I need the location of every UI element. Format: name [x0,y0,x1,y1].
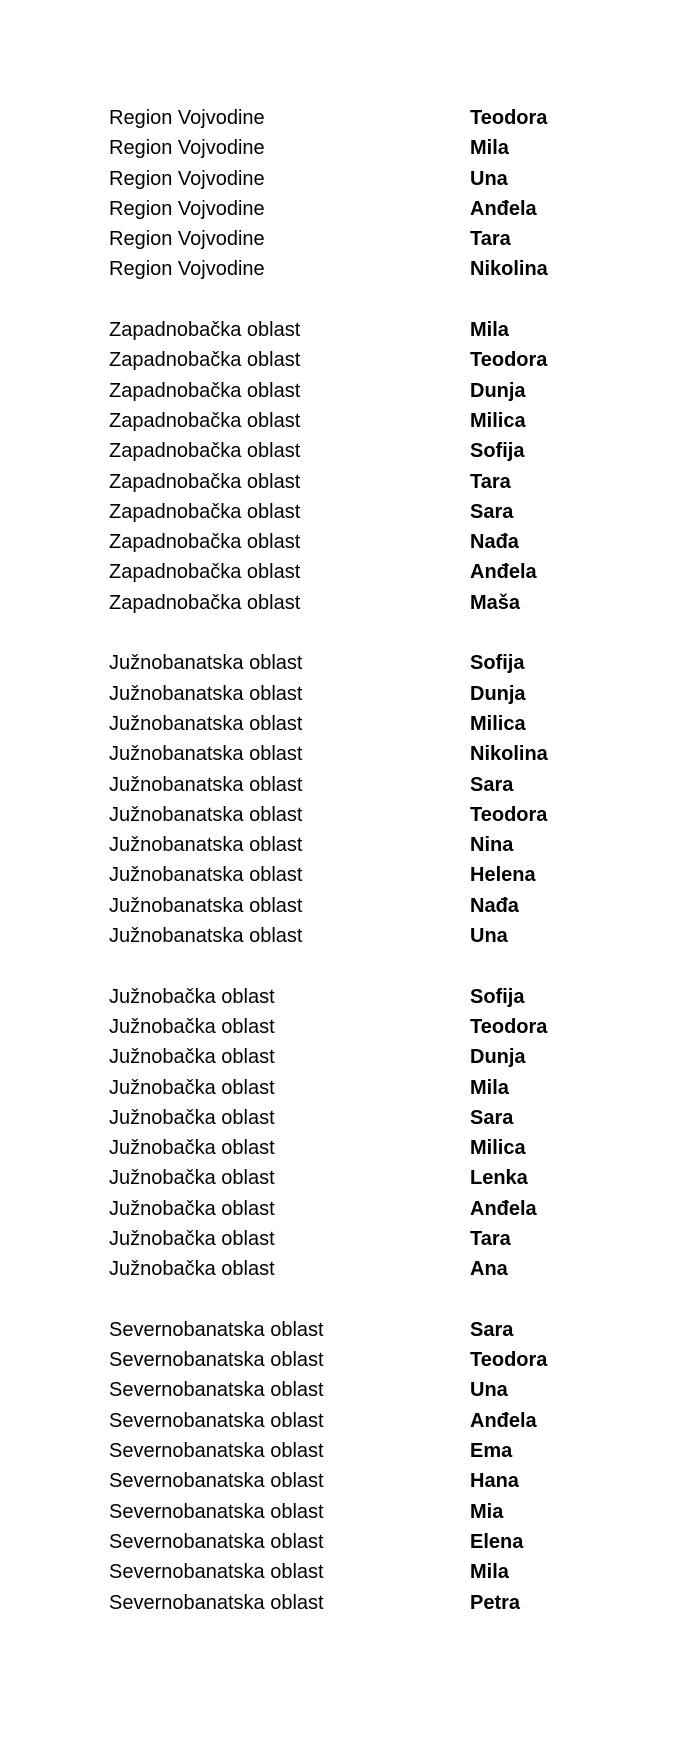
region-label: Južnobačka oblast [109,1167,275,1190]
list-item [109,1224,629,1254]
girl-name: Una [470,167,508,190]
region-label: Južnobanatska oblast [109,652,303,675]
list-item [109,1436,629,1466]
region-label: Južnobanatska oblast [109,864,303,887]
region-label: Zapadnobačka oblast [109,440,301,463]
list-item [109,679,629,709]
region-label: Zapadnobačka oblast [109,379,301,402]
list-item [109,315,629,345]
girl-name: Teodora [470,107,548,129]
list-item [109,1588,629,1618]
girl-name: Maša [470,591,521,614]
region-label: Severnobanatska oblast [109,1561,324,1584]
girl-name: Sara [470,1318,514,1341]
region-label: Južnobačka oblast [109,985,275,1008]
region-label: Južnobačka oblast [109,1197,275,1220]
girl-name: Dunja [470,682,526,705]
list-item [109,921,629,951]
region-group [109,1315,629,1618]
girl-name: Mila [470,319,509,342]
list-item [109,467,629,497]
region-group [109,315,629,618]
list-item [109,648,629,678]
list-item [109,1406,629,1436]
region-label: Južnobačka oblast [109,1258,275,1281]
girl-name: Nina [470,834,514,857]
list-item [109,860,629,890]
list-item [109,406,629,436]
list-item [109,103,629,133]
girl-name: Sara [470,773,514,796]
girl-name: Lenka [470,1167,528,1190]
girl-name: Sofija [470,652,525,675]
girl-name: Ema [470,1440,513,1463]
region-label: Južnobanatska oblast [109,894,303,917]
girl-name: Tara [470,1227,511,1250]
region-label: Region Vojvodine [109,228,265,251]
list-item [109,770,629,800]
region-label: Južnobačka oblast [109,1046,275,1069]
list-item [109,1375,629,1405]
region-label: Severnobanatska oblast [109,1349,324,1372]
list-item [109,133,629,163]
girl-name: Tara [470,470,511,493]
girl-name: Hana [470,1470,519,1493]
list-item [109,800,629,830]
region-label: Južnobačka oblast [109,1015,275,1038]
girl-name: Nikolina [470,258,548,281]
region-label: Severnobanatska oblast [109,1440,324,1463]
girl-name: Dunja [470,1046,526,1069]
region-label: Zapadnobačka oblast [109,349,301,372]
girl-name: Milica [470,409,526,432]
region-label: Južnobanatska oblast [109,803,303,826]
list-item [109,1103,629,1133]
region-label: Južnobanatska oblast [109,682,303,705]
girl-name: Nađa [470,894,519,917]
girl-name: Anđela [470,1197,537,1220]
region-label: Severnobanatska oblast [109,1409,324,1432]
girl-name: Mila [470,1076,509,1099]
girl-name: Sara [470,1106,514,1129]
list-item [109,1557,629,1587]
list-item [109,1194,629,1224]
region-label: Južnobanatska oblast [109,925,303,948]
girl-name: Mila [470,137,509,160]
girl-name: Dunja [470,379,526,402]
region-group [109,982,629,1285]
list-item [109,1466,629,1496]
girl-name: Sofija [470,985,525,1008]
girl-name: Elena [470,1530,524,1553]
list-item [109,376,629,406]
girl-name: Mia [470,1500,504,1523]
list-item [109,1012,629,1042]
region-label: Severnobanatska oblast [109,1379,324,1402]
list-item [109,1497,629,1527]
list-item [109,1254,629,1284]
list-item [109,194,629,224]
girl-name: Anđela [470,1409,537,1432]
girl-name: Sara [470,500,514,523]
region-label: Region Vojvodine [109,107,265,129]
region-label: Zapadnobačka oblast [109,470,301,493]
region-label: Zapadnobačka oblast [109,500,301,523]
list-item [109,164,629,194]
list-item [109,1345,629,1375]
region-label: Region Vojvodine [109,137,265,160]
girl-name: Milica [470,1137,526,1160]
region-label: Južnobačka oblast [109,1106,275,1129]
girl-name: Anđela [470,197,537,220]
list-item [109,830,629,860]
girl-name: Ana [470,1258,508,1281]
girl-name: Mila [470,1561,509,1584]
region-label: Zapadnobačka oblast [109,531,301,554]
region-group [109,648,629,951]
girl-name: Teodora [470,803,548,826]
list-item [109,345,629,375]
girl-name: Petra [470,1591,521,1614]
list-item [109,224,629,254]
list-item [109,709,629,739]
region-label: Severnobanatska oblast [109,1500,324,1523]
region-label: Zapadnobačka oblast [109,409,301,432]
list-item [109,739,629,769]
region-label: Region Vojvodine [109,167,265,190]
list-item [109,1133,629,1163]
girl-name: Nađa [470,531,519,554]
girl-name: Sofija [470,440,525,463]
region-label: Južnobačka oblast [109,1227,275,1250]
girl-name: Teodora [470,349,548,372]
region-name-list [109,103,629,1648]
region-label: Južnobanatska oblast [109,773,303,796]
region-label: Severnobanatska oblast [109,1530,324,1553]
list-item [109,1527,629,1557]
list-item [109,527,629,557]
girl-name: Teodora [470,1015,548,1038]
list-item [109,497,629,527]
list-item [109,436,629,466]
region-label: Region Vojvodine [109,258,265,281]
region-group [109,103,629,285]
region-label: Južnobanatska oblast [109,743,303,766]
region-label: Južnobanatska oblast [109,712,303,735]
region-label: Južnobačka oblast [109,1137,275,1160]
region-label: Južnobačka oblast [109,1076,275,1099]
list-item [109,1163,629,1193]
list-item [109,557,629,587]
region-label: Region Vojvodine [109,197,265,220]
girl-name: Una [470,1379,508,1402]
list-item [109,588,629,618]
region-label: Zapadnobačka oblast [109,319,301,342]
list-item [109,254,629,284]
girl-name: Nikolina [470,743,548,766]
region-label: Severnobanatska oblast [109,1470,324,1493]
girl-name: Milica [470,712,526,735]
girl-name: Tara [470,228,511,251]
region-label: Zapadnobačka oblast [109,591,301,614]
region-label: Zapadnobačka oblast [109,561,301,584]
region-label: Severnobanatska oblast [109,1591,324,1614]
list-item [109,1315,629,1345]
girl-name: Teodora [470,1349,548,1372]
girl-name: Helena [470,864,536,887]
list-item [109,982,629,1012]
region-label: Severnobanatska oblast [109,1318,324,1341]
list-item [109,891,629,921]
girl-name: Una [470,925,508,948]
girl-name: Anđela [470,561,537,584]
list-item [109,1073,629,1103]
region-label: Južnobanatska oblast [109,834,303,857]
list-item [109,1042,629,1072]
